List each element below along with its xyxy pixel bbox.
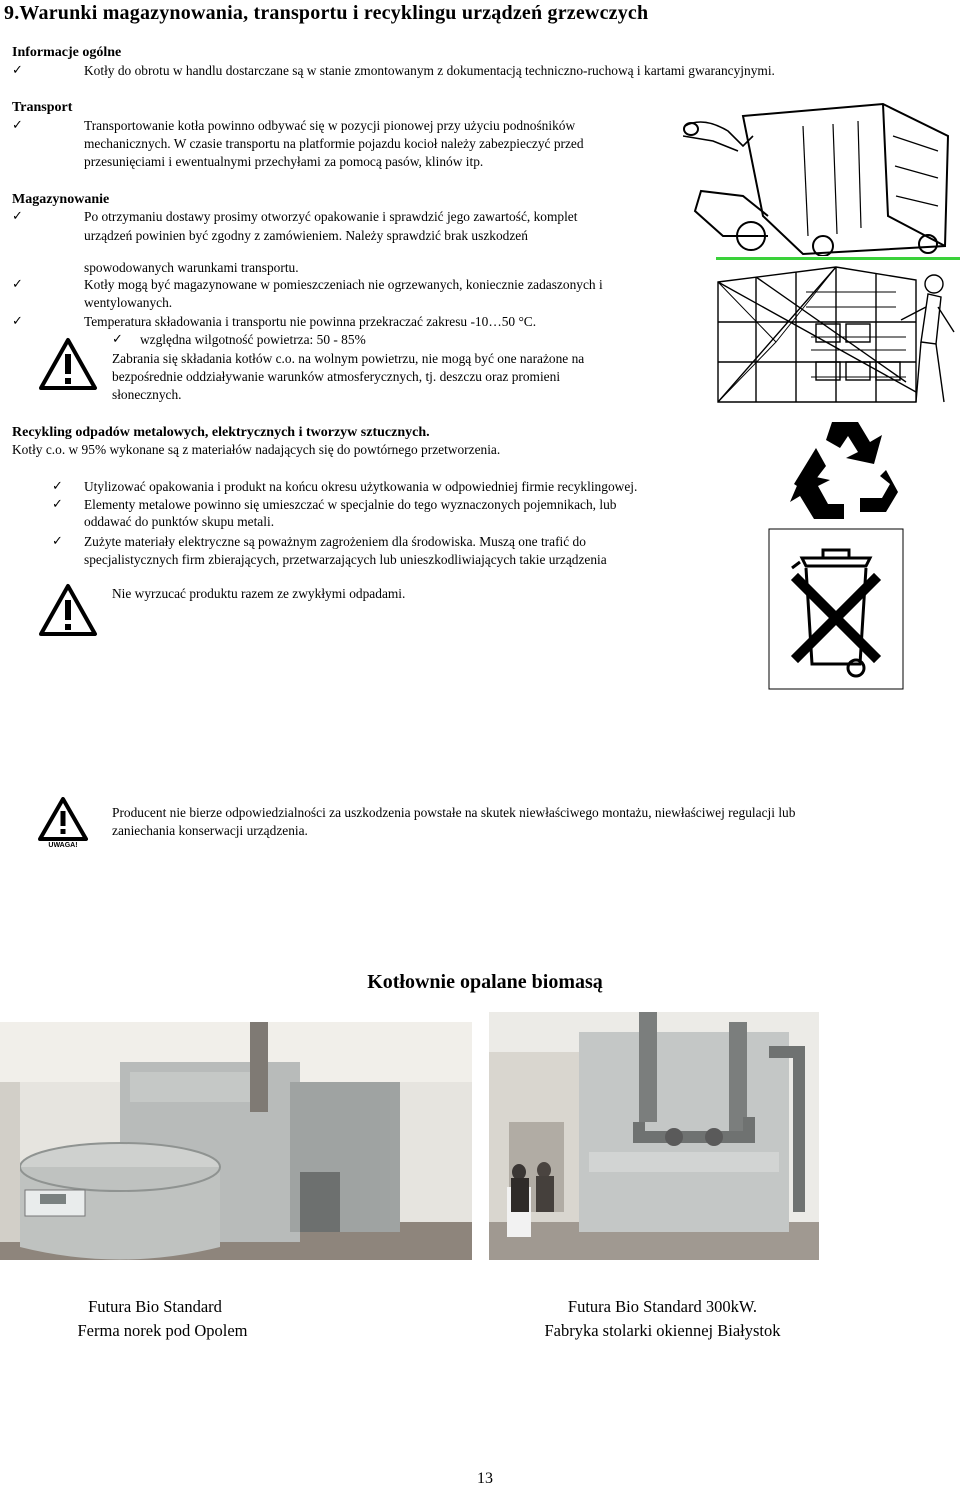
recycling-item-1: Utylizować opakowania i produkt na końcu okresu użytkowania w odpowiedniej firmie recyklingowej.: [84, 479, 638, 494]
truck-illustration: [683, 96, 959, 256]
caption-left-line-2: Ferma norek pod Opolem: [77, 1321, 248, 1340]
recycling-item-2-line-1: Elementy metalowe powinno się umieszczać w specjalnie do tego wyznaczonych pojemnikach, lub: [84, 497, 617, 512]
check-icon: ✓: [112, 332, 123, 347]
warning-icon: [38, 583, 98, 638]
general-item: Kotły do obrotu w handlu dostarczane są w stanie zmontowanym z dokumentacją techniczno-ruchową i kartami gwarancyjnymi.: [84, 63, 775, 78]
crossed-bin-icon: [768, 528, 904, 690]
caption-left-line-1: Futura Bio Standard: [88, 1297, 222, 1316]
storage-d-line-1: względna wilgotność powietrza: 50 - 85%: [140, 332, 366, 347]
section-title-storage: Magazynowanie: [12, 192, 110, 207]
section-title-recycling: Recykling odpadów metalowych, elektrycznych i tworzyw sztucznych.: [12, 425, 430, 440]
section-title-general: Informacje ogólne: [12, 45, 122, 60]
recycling-item-2-line-2: oddawać do punktów skupu metali.: [84, 514, 275, 529]
uwaga-sign-icon: [38, 797, 88, 849]
check-icon: ✓: [12, 63, 23, 78]
check-icon: ✓: [52, 534, 63, 549]
photo-boiler-room-left: [0, 1022, 472, 1260]
check-icon: ✓: [12, 209, 23, 224]
storage-c-line-1: Temperatura składowania i transportu nie powinna przekraczać zakresu -10…50 °C.: [84, 314, 537, 329]
page-heading: 9.Warunki magazynowania, transportu i recyklingu urządzeń grzewczych: [4, 2, 649, 24]
storage-e-line-2: bezpośrednie oddziaływanie warunków atmosferycznych, tj. deszczu oraz promieni: [112, 369, 561, 384]
warning-icon: [38, 337, 98, 392]
storage-a-line-2: urządzeń powinien być zgodny z zamówieniem. Należy sprawdzić brak uszkodzeń: [84, 228, 528, 243]
notice-line-2: zaniechania konserwacji urządzenia.: [112, 823, 308, 838]
warehouse-illustration: [716, 262, 960, 408]
photo-boiler-room-right: [489, 1012, 819, 1260]
section-title-transport: Transport: [12, 100, 73, 115]
storage-b-line-1: Kotły mogą być magazynowane w pomieszczeniach nie ogrzewanych, koniecznie zadaszonych i: [84, 277, 603, 292]
transport-line-1: Transportowanie kotła powinno odbywać się w pozycji pionowej przy użyciu podnośników: [84, 118, 576, 133]
notice-line-1: Producent nie bierze odpowiedzialności za uszkodzenia powstałe na skutek niewłaściwego montażu, niewłaściwej regulacji lub: [112, 805, 796, 820]
transport-line-3: przesunięciami i ewentualnymi przechyłami za pomocą pasów, klinów itp.: [84, 154, 484, 169]
recycling-intro: Kotły c.o. w 95% wykonane są z materiałów nadających się do powtórnego przetworzenia.: [12, 442, 501, 457]
page-number: 13: [477, 1470, 493, 1487]
transport-line-2: mechanicznych. W czasie transportu na platformie pojazdu kocioł należy zabezpieczyć przed: [84, 136, 584, 151]
check-icon: ✓: [12, 314, 23, 329]
check-icon: ✓: [52, 479, 63, 494]
storage-e-line-3: słonecznych.: [112, 387, 182, 402]
no-trash-warning: Nie wyrzucać produktu razem ze zwykłymi odpadami.: [112, 586, 406, 601]
storage-b-line-2: wentylowanych.: [84, 295, 173, 310]
caption-right-line-2: Fabryka stolarki okiennej Białystok: [544, 1321, 781, 1340]
storage-a-line-1: Po otrzymaniu dostawy prosimy otworzyć opakowanie i sprawdzić jego zawartość, komplet: [84, 209, 578, 224]
recycle-icon: [790, 418, 900, 523]
green-divider: [716, 257, 960, 260]
check-icon: ✓: [12, 118, 23, 133]
check-icon: ✓: [52, 497, 63, 512]
check-icon: ✓: [12, 277, 23, 292]
uwaga-label: UWAGA!: [48, 842, 78, 849]
storage-e-line-1: Zabrania się składania kotłów c.o. na wolnym powietrzu, nie mogą być one narażone na: [112, 351, 585, 366]
caption-right-line-1: Futura Bio Standard 300kW.: [567, 1297, 758, 1316]
recycling-item-3-line-2: specjalistycznych firm zbierających, przetwarzających lub unieszkodliwiających takie urządzenia: [84, 552, 607, 567]
storage-a-line-3: spowodowanych warunkami transportu.: [84, 260, 299, 275]
biomass-title: Kotłownie opalane biomasą: [367, 971, 603, 993]
recycling-item-3-line-1: Zużyte materiały elektryczne są poważnym zagrożeniem dla środowiska. Muszą one trafić do: [84, 534, 586, 549]
